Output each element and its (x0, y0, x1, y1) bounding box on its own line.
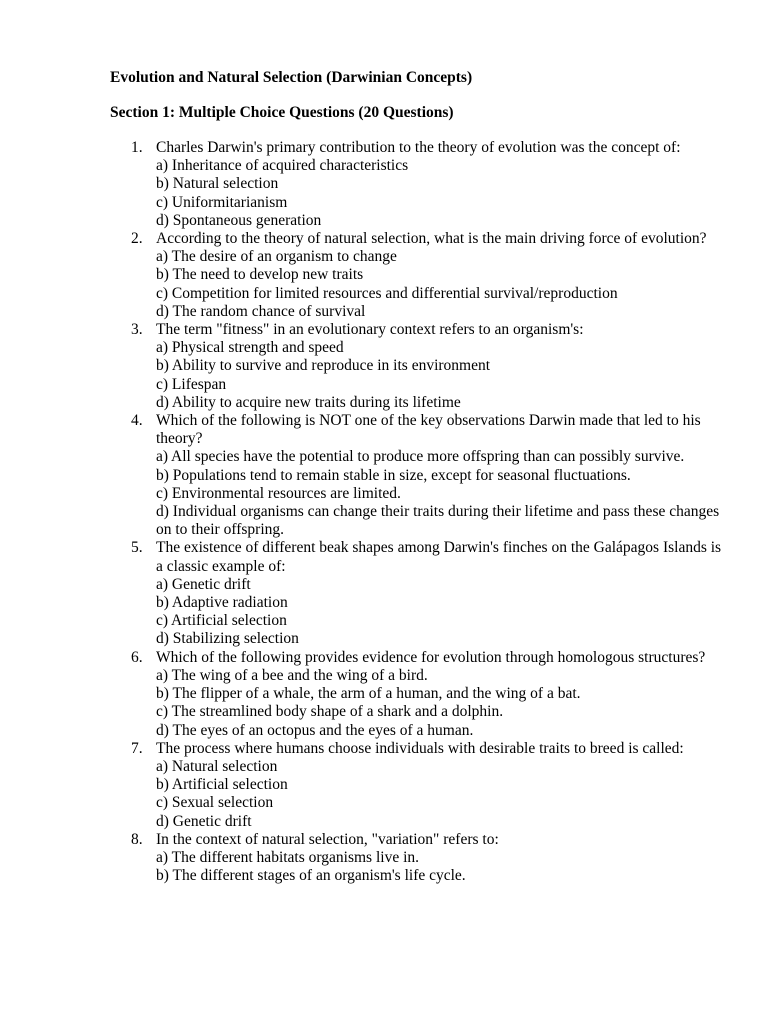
answer-option: c) Lifespan (156, 375, 227, 393)
question-number: 2. (131, 230, 143, 248)
question-text: Which of the following is NOT one of the key observations Darwin made that led to his theory? (156, 412, 701, 448)
answer-option: b) Natural selection (156, 175, 279, 193)
document-title: Evolution and Natural Selection (Darwinian Concepts) (110, 69, 473, 86)
answer-option: b) Adaptive radiation (156, 594, 288, 612)
question-number: 1. (131, 139, 143, 156)
answer-option: b) Ability to survive and reproduce in its environment (156, 357, 491, 375)
section-heading: Section 1: Multiple Choice Questions (20 Questions) (110, 104, 454, 121)
question-text: The existence of different beak shapes among Darwin's finches on the Galápagos Islands is a classic example of: (156, 539, 722, 575)
answer-option: c) Artificial selection (156, 612, 287, 630)
question-item (0, 831, 726, 886)
question-number: 6. (131, 648, 143, 666)
question-item (0, 649, 726, 740)
question-text: According to the theory of natural selection, what is the main driving force of evolution? (156, 230, 707, 248)
answer-option: d) Genetic drift (156, 812, 252, 830)
question-item (0, 539, 726, 648)
question-item (0, 740, 726, 831)
question-number: 5. (131, 539, 143, 557)
question-item (0, 412, 726, 539)
answer-option: a) The wing of a bee and the wing of a bird. (156, 666, 428, 684)
question-text: The process where humans choose individuals with desirable traits to breed is called: (156, 739, 684, 757)
answer-option: c) Sexual selection (156, 794, 274, 812)
question-list (0, 139, 768, 885)
answer-option: c) Competition for limited resources and differential survival/reproduction (156, 284, 618, 302)
answer-option: c) Uniformitarianism (156, 193, 288, 211)
answer-option: a) Natural selection (156, 757, 278, 775)
question-text: Charles Darwin's primary contribution to the theory of evolution was the concept of: (156, 139, 681, 156)
answer-option: a) The different habitats organisms live in. (156, 848, 420, 866)
question-number: 8. (131, 830, 143, 848)
question-item (0, 230, 726, 321)
answer-option: b) Populations tend to remain stable in size, except for seasonal fluctuations. (156, 466, 631, 484)
answer-option: d) Individual organisms can change their traits during their lifetime and pass these changes on to their offspring. (156, 503, 720, 539)
question-item (0, 139, 726, 230)
question-text: In the context of natural selection, "variation" refers to: (156, 830, 499, 848)
answer-option: d) The eyes of an octopus and the eyes of a human. (156, 721, 474, 739)
question-text: Which of the following provides evidence for evolution through homologous structures? (156, 648, 706, 666)
answer-option: b) The different stages of an organism's life cycle. (156, 867, 466, 885)
question-number: 7. (131, 739, 143, 757)
question-text: The term "fitness" in an evolutionary context refers to an organism's: (156, 321, 584, 339)
answer-option: b) The need to develop new traits (156, 266, 364, 284)
answer-option: d) Stabilizing selection (156, 630, 299, 648)
answer-option: a) Genetic drift (156, 575, 251, 593)
answer-option: b) Artificial selection (156, 776, 288, 794)
question-number: 4. (131, 412, 143, 430)
answer-option: a) The desire of an organism to change (156, 248, 397, 266)
answer-option: d) Spontaneous generation (156, 211, 322, 229)
answer-option: a) Physical strength and speed (156, 339, 344, 357)
answer-option: d) The random chance of survival (156, 302, 366, 320)
question-item (0, 321, 726, 412)
answer-option: a) Inheritance of acquired characteristics (156, 157, 409, 175)
question-number: 3. (131, 321, 143, 339)
answer-option: a) All species have the potential to produce more offspring than can possibly survive. (156, 448, 685, 466)
answer-option: b) The flipper of a whale, the arm of a human, and the wing of a bat. (156, 685, 581, 703)
answer-option: c) Environmental resources are limited. (156, 484, 401, 502)
answer-option: c) The streamlined body shape of a shark and a dolphin. (156, 703, 504, 721)
answer-option: d) Ability to acquire new traits during its lifetime (156, 393, 461, 411)
